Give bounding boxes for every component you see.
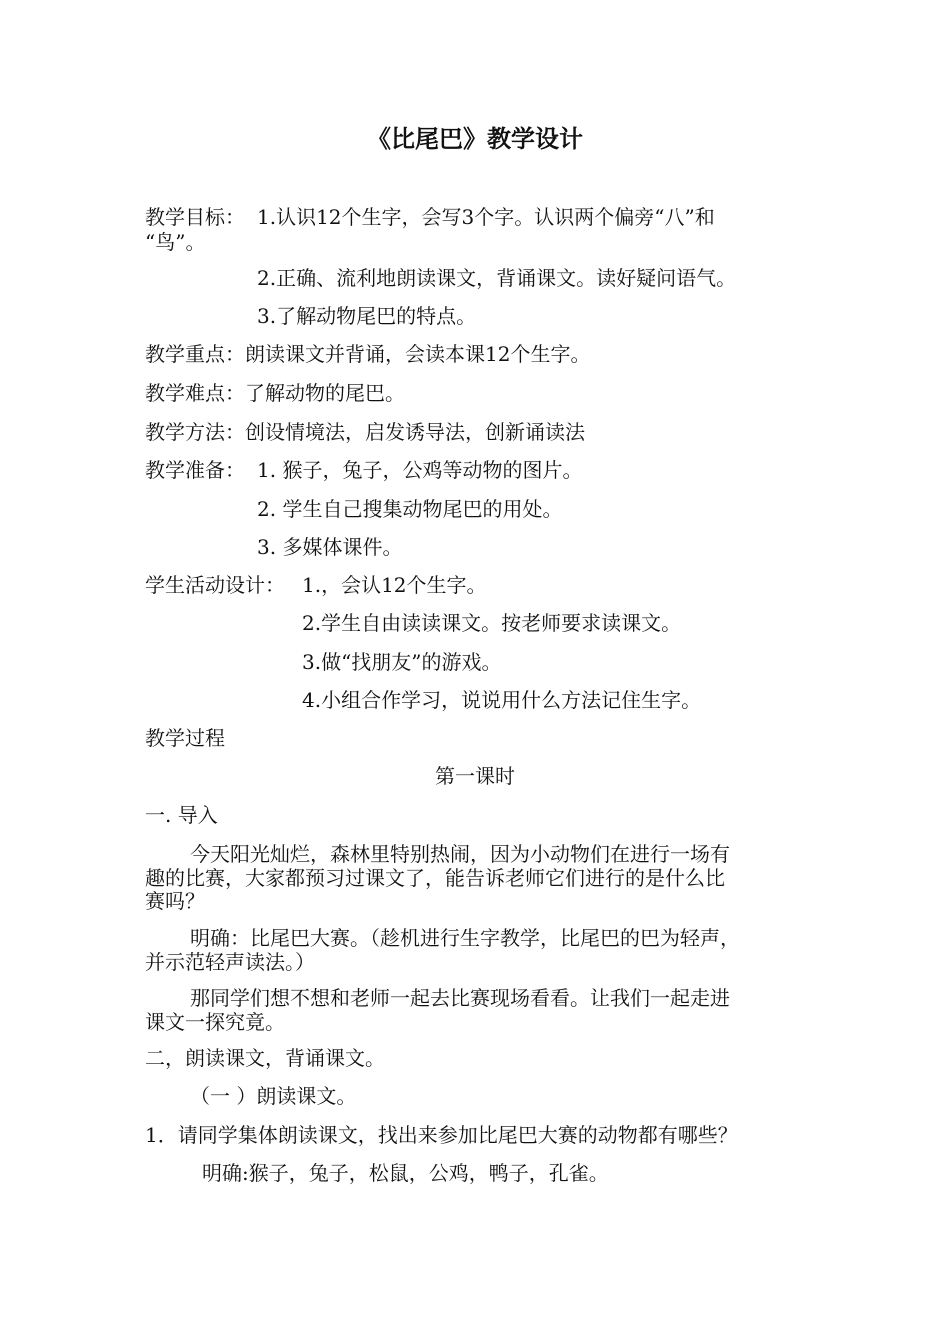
section-1-heading: 一. 导入 (145, 803, 218, 827)
process-heading: 教学过程 (145, 726, 225, 750)
section-1-para-1-line-3: 赛吗？ (145, 889, 205, 913)
section-2-answer-1: 明确:猴子，兔子，松鼠，公鸡，鸭子，孔雀。 (202, 1161, 609, 1185)
section-1-para-2-line-2: 并示范轻声读法。） (145, 950, 315, 974)
section-1-para-3-line-1: 那同学们想不想和老师一起去比赛现场看看。让我们一起走进 (190, 986, 730, 1010)
section-1-para-1-line-1: 今天阳光灿烂，森林里特别热闹，因为小动物们在进行一场有 (190, 842, 730, 866)
preparation-item-1: 1. 猴子，兔子，公鸡等动物的图片。 (257, 458, 583, 482)
section-2-subheading: （一 ）朗读课文。 (190, 1084, 357, 1108)
preparation-item-2: 2. 学生自己搜集动物尾巴的用处。 (257, 497, 563, 521)
goal-item-1-line-2: “鸟”。 (145, 230, 206, 254)
section-1-para-3-line-2: 课文一探究竟。 (145, 1010, 285, 1034)
activity-item-3: 3.做“找朋友”的游戏。 (302, 650, 502, 674)
goal-item-1-line-1: 1.认识12个生字，会写3个字。认识两个偏旁“八”和 (257, 205, 715, 229)
section-1-para-1-line-2: 趣的比赛，大家都预习过课文了，能告诉老师它们进行的是什么比 (145, 866, 725, 890)
page-title: 《比尾巴》教学设计 (367, 125, 583, 153)
key-points: 教学重点：朗读课文并背诵，会读本课12个生字。 (145, 342, 591, 366)
section-2-heading: 二，朗读课文，背诵课文。 (145, 1046, 385, 1070)
activity-item-1: 1.，会认12个生字。 (302, 573, 487, 597)
preparation-item-3: 3. 多媒体课件。 (257, 535, 403, 559)
goal-item-2: 2.正确、流利地朗读课文，背诵课文。读好疑问语气。 (257, 266, 737, 290)
methods: 教学方法：创设情境法，启发诱导法，创新诵读法 (145, 420, 585, 444)
lesson-heading: 第一课时 (435, 764, 515, 788)
activity-item-2: 2.学生自由读读课文。按老师要求读课文。 (302, 611, 682, 635)
preparation-label: 教学准备： (145, 458, 245, 482)
goal-item-3: 3.了解动物尾巴的特点。 (257, 304, 477, 328)
activities-label: 学生活动设计： (145, 573, 285, 597)
difficulty: 教学难点：了解动物的尾巴。 (145, 381, 405, 405)
section-1-para-2-line-1: 明确：比尾巴大赛。（趁机进行生字教学，比尾巴的巴为轻声， (190, 926, 740, 950)
goals-label: 教学目标： (145, 205, 245, 229)
activity-item-4: 4.小组合作学习，说说用什么方法记住生字。 (302, 688, 702, 712)
section-2-question-1: 1．请同学集体朗读课文，找出来参加比尾巴大赛的动物都有哪些？ (145, 1123, 738, 1147)
